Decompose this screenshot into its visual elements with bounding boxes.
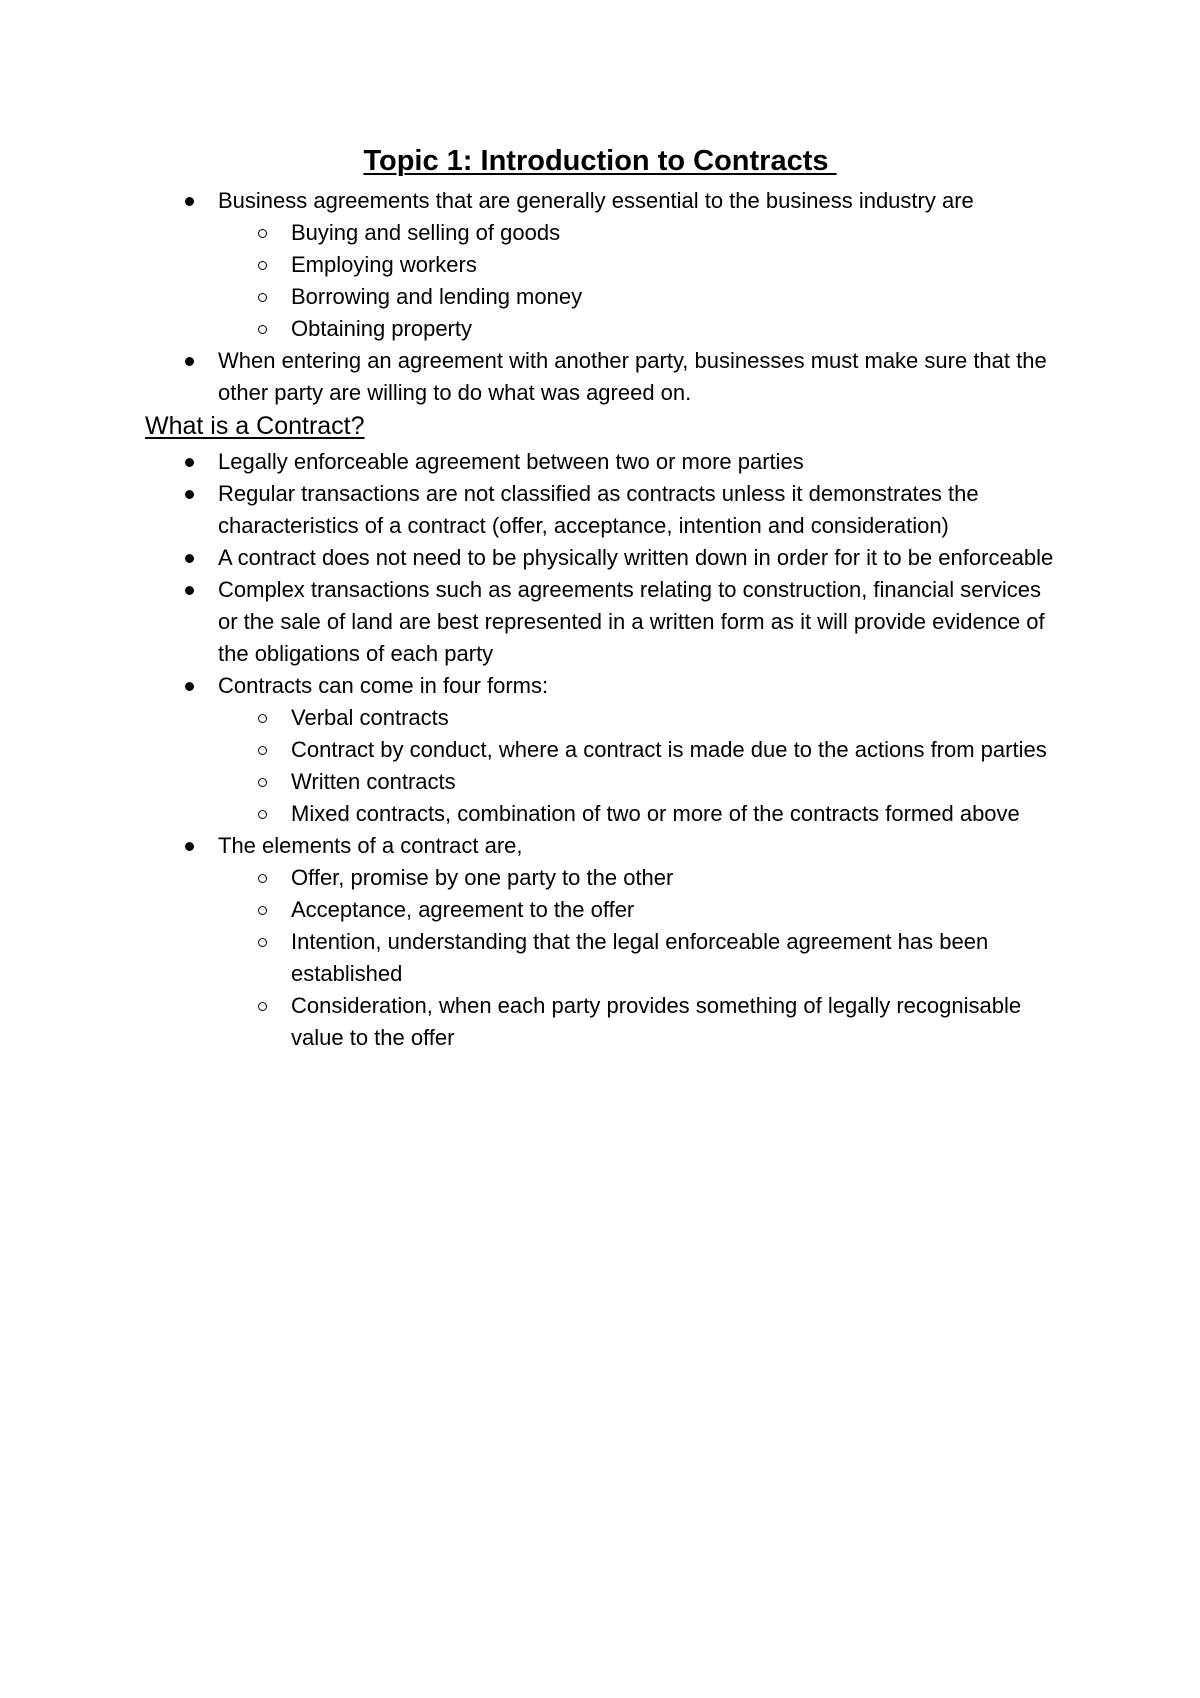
bullet-dot-icon <box>185 842 194 851</box>
sub-list-item-text: Consideration, when each party provides something of legally recognisable value to the offer <box>291 993 1022 1050</box>
sub-list-item <box>145 217 1066 249</box>
sub-list-item <box>145 249 1066 281</box>
intro-list <box>145 185 1066 409</box>
sub-list-item-text: Obtaining property <box>291 316 472 341</box>
bullet-dot-icon <box>185 458 194 467</box>
sub-list-item-text: Offer, promise by one party to the other <box>291 865 674 890</box>
page-title: Topic 1: Introduction to Contracts <box>363 145 837 177</box>
bullet-dot-icon <box>185 490 194 499</box>
section-heading: What is a Contract? <box>145 412 365 440</box>
sub-list-item-text: Written contracts <box>291 769 456 794</box>
list-item <box>145 830 1066 862</box>
bullet-dot-icon <box>185 554 194 563</box>
sub-list-item-text: Mixed contracts, combination of two or more of the contracts formed above <box>291 801 1020 826</box>
bullet-circle-icon <box>258 293 267 302</box>
bullet-dot-icon <box>185 357 194 366</box>
bullet-circle-icon <box>258 229 267 238</box>
sub-list-item-text: Borrowing and lending money <box>291 284 583 309</box>
list-item-text: A contract does not need to be physically written down in order for it to be enforceable <box>218 545 1054 570</box>
bullet-circle-icon <box>258 714 267 723</box>
list-item <box>145 345 1066 409</box>
sub-list-item <box>145 862 1066 894</box>
bullet-circle-icon <box>258 746 267 755</box>
sub-list-item-text: Buying and selling of goods <box>291 220 561 245</box>
list-item-text: Regular transactions are not classified as contracts unless it demonstrates the characteristics of a contract (offer, acceptance, intention and consideration) <box>218 481 979 538</box>
bullet-circle-icon <box>258 810 267 819</box>
bullet-circle-icon <box>258 261 267 270</box>
sub-list-item-text: Acceptance, agreement to the offer <box>291 897 635 922</box>
sub-list-item <box>145 702 1066 734</box>
sub-list-item-text: Contract by conduct, where a contract is made due to the actions from parties <box>291 737 1047 762</box>
bullet-circle-icon <box>258 938 267 947</box>
bullet-dot-icon <box>185 586 194 595</box>
bullet-circle-icon <box>258 874 267 883</box>
list-item-text: When entering an agreement with another party, businesses must make sure that the other party are willing to do what was agreed on. <box>218 348 1047 405</box>
list-item-text: Complex transactions such as agreements relating to construction, financial services or the sale of land are best represented in a written form as it will provide evidence of the obligations of each party <box>218 577 1045 666</box>
list-item <box>145 670 1066 702</box>
bullet-circle-icon <box>258 1002 267 1011</box>
sub-list-item <box>145 926 1066 990</box>
bullet-dot-icon <box>185 197 194 206</box>
sub-list-item <box>145 766 1066 798</box>
sub-list-item <box>145 734 1066 766</box>
list-item <box>145 478 1066 542</box>
bullet-circle-icon <box>258 906 267 915</box>
sub-list-item <box>145 894 1066 926</box>
sub-list-item-text: Verbal contracts <box>291 705 449 730</box>
list-item-text: Legally enforceable agreement between two or more parties <box>218 449 804 474</box>
sub-list-item <box>145 798 1066 830</box>
list-item-text: Business agreements that are generally essential to the business industry are <box>218 188 974 213</box>
bullet-circle-icon <box>258 325 267 334</box>
sub-list-item <box>145 281 1066 313</box>
contract-list <box>145 446 1066 1054</box>
sub-list-item-text: Intention, understanding that the legal enforceable agreement has been established <box>291 929 989 986</box>
list-item <box>145 542 1066 574</box>
list-item-text: The elements of a contract are, <box>218 833 523 858</box>
bullet-dot-icon <box>185 682 194 691</box>
bullet-circle-icon <box>258 778 267 787</box>
sub-list-item <box>145 313 1066 345</box>
sub-list-item <box>145 990 1066 1054</box>
list-item <box>145 574 1066 670</box>
sub-list-item-text: Employing workers <box>291 252 477 277</box>
list-item <box>145 446 1066 478</box>
list-item <box>145 185 1066 217</box>
list-item-text: Contracts can come in four forms: <box>218 673 549 698</box>
